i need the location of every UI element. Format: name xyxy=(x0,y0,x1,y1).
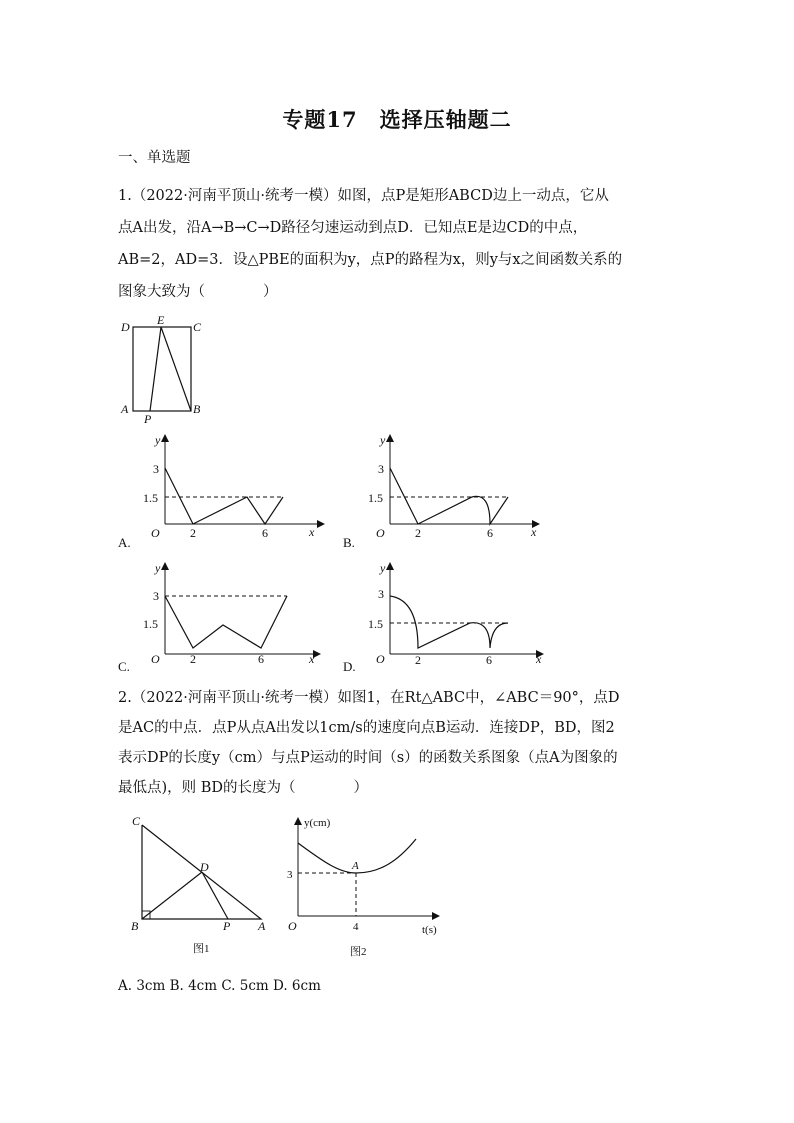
q2-figure-1-triangle xyxy=(125,813,275,963)
x-tick-2: 2 xyxy=(415,653,421,667)
y-tick-3: 3 xyxy=(287,869,293,881)
label-c: C xyxy=(193,320,202,334)
y-tick-1-5: 1.5 xyxy=(368,617,383,631)
q1-line-3: AB=2，AD=3．设△PBE的面积为y，点P的路程为x，则y与x之间函数关系的 xyxy=(118,252,623,268)
y-axis-label: y xyxy=(380,561,386,575)
y-tick-3: 3 xyxy=(378,587,384,601)
x-axis-label: x xyxy=(309,525,315,539)
page-title: 专题17 选择压轴题二 xyxy=(282,107,512,132)
q2-answer-choices: A. 3cm B. 4cm C. 5cm D. 6cm xyxy=(118,978,321,994)
figure-1-caption: 图1 xyxy=(193,943,210,955)
x-tick-2: 2 xyxy=(190,652,196,666)
section-heading: 一、单选题 xyxy=(118,150,191,166)
label-c: C xyxy=(132,814,141,828)
q1-rectangle-figure xyxy=(115,315,215,425)
q1-line-1: 1.（2022·河南平顶山·统考一模）如图，点P是矩形ABCD边上一动点，它从 xyxy=(118,188,609,204)
label-a: A xyxy=(121,402,129,416)
label-d: D xyxy=(200,860,209,874)
x-axis-label: t(s) xyxy=(422,924,437,936)
origin-label: O xyxy=(376,652,385,666)
y-tick-1-5: 1.5 xyxy=(143,617,158,631)
x-tick-6: 6 xyxy=(486,653,492,667)
y-axis-label: y xyxy=(155,561,161,575)
option-a-graph[interactable] xyxy=(145,432,325,542)
q2-line-2: 是AC的中点．点P从点A出发以1cm/s的速度向点B运动．连接DP，BD，图2 xyxy=(118,720,615,736)
label-a: A xyxy=(258,919,266,933)
x-tick-2: 2 xyxy=(190,526,196,540)
q1-line-4: 图象大致为（ ） xyxy=(118,284,278,300)
x-tick-6: 6 xyxy=(487,526,493,540)
x-axis-label: x xyxy=(536,652,542,666)
x-axis-label: x xyxy=(531,525,537,539)
figure-2-caption: 图2 xyxy=(350,946,367,958)
x-tick-2: 2 xyxy=(415,526,421,540)
y-axis-label: y xyxy=(380,433,386,447)
x-axis-label: x xyxy=(309,652,315,666)
option-c-graph[interactable] xyxy=(145,560,325,670)
q2-line-1: 2.（2022·河南平顶山·统考一模）如图1，在Rt△ABC中，∠ABC＝90°，点D xyxy=(118,690,620,706)
origin-label: O xyxy=(288,919,297,933)
y-tick-3: 3 xyxy=(153,589,159,603)
q2-line-4: 最低点)，则 BD的长度为（ ） xyxy=(118,780,369,796)
x-tick-6: 6 xyxy=(258,652,264,666)
y-tick-1-5: 1.5 xyxy=(143,491,158,505)
option-c-letter: C. xyxy=(118,659,130,674)
x-tick-4: 4 xyxy=(353,921,359,933)
origin-label: O xyxy=(151,652,160,666)
option-d-graph[interactable] xyxy=(370,560,550,670)
x-tick-6: 6 xyxy=(262,526,268,540)
y-tick-3: 3 xyxy=(153,462,159,476)
label-d: D xyxy=(121,320,130,334)
label-b: B xyxy=(131,919,139,933)
origin-label: O xyxy=(376,526,385,540)
label-b: B xyxy=(193,402,201,416)
option-b-letter: B. xyxy=(343,535,355,550)
label-e: E xyxy=(157,313,165,327)
label-p: P xyxy=(144,412,152,426)
option-a-letter: A. xyxy=(118,535,131,550)
option-b-graph[interactable] xyxy=(370,432,550,542)
point-a-label: A xyxy=(352,860,359,872)
q1-line-2: 点A出发，沿A→B→C→D路径匀速运动到点D．已知点E是边CD的中点， xyxy=(118,220,588,236)
y-tick-3: 3 xyxy=(378,462,384,476)
origin-label: O xyxy=(151,526,160,540)
q2-figure-2-graph xyxy=(280,813,450,963)
y-axis-label: y(cm) xyxy=(304,817,331,829)
y-tick-1-5: 1.5 xyxy=(368,491,383,505)
option-d-letter: D. xyxy=(343,659,356,674)
q2-line-3: 表示DP的长度y（cm）与点P运动的时间（s）的函数关系图象（点A为图象的 xyxy=(118,750,618,766)
label-p: P xyxy=(223,919,231,933)
y-axis-label: y xyxy=(155,433,161,447)
